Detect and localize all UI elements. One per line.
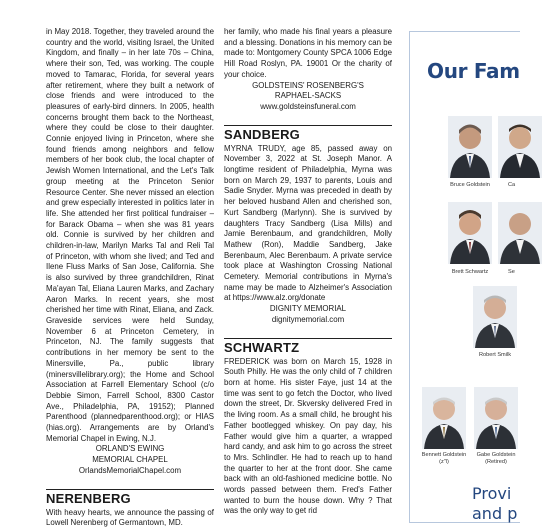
obituary-header-nerenberg xyxy=(46,489,214,506)
portrait-photo-icon xyxy=(498,116,542,178)
portrait-photo-icon xyxy=(498,202,542,264)
portrait-photo-icon xyxy=(474,387,518,449)
obituary-continuation-text: in May 2018. Together, they traveled around the country and the world, visiting Israel, the United Kingdom, and finally – in her late 70s – China, where their son, Ted, was working. The couple moved to Tamarac, Florida, for several years after retirement, where they built a network of close friends and were introduced to the pleasures of early-bird dinners. In 2005, health concerns brought them back to the Northeast, where they could be close to their daughter. Connie enjoyed living in Princeton, where she found friends among neighbors and fellow members of her book club, the local chapter of Jewish Women International, and the Let's Talk group meeting at the Princeton Senior Resource Center. She never missed an election and grew especially interested in politics later in life. She attended her first political fundraiser – for Barack Obama – when she was 81 years old. Connie is survived by her children and children-in-law, Marilyn Marks Tal and Reli Tal of Princeton, with whom she lived; and Ted and Ilene Fluss Marks of San Jose, California. She is also survived by three grandchildren, Rinat Ma'ayan Tal, Eliana Lauren Marks, and Zachary Aaron Marks. In recent years, she most cherished her time with Rinat, Eliana, and Zack. Graveside services were held Sunday, November 6 at Princeton Cemetery, in Princeton, NJ. The family suggests that contributions in her memory be sent to the Minersville, Pa., public library (minersvillelibrary.org); the Home and School Association at Farrell Elementary School (c/o Debbie Simon, Farrell School, 8300 Castor Ave., Philadelphia, PA, 19152); Planned Parenthood (plannedparenthood.org); or HIAS (hias.org). Arrangements are by Orland's Memorial Chapel in Ewing, N.J. xyxy=(46,27,214,443)
portrait-caption: Brett Schwartz xyxy=(451,269,489,275)
funeral-home-credit xyxy=(46,444,214,476)
portrait-caption: Ca xyxy=(508,182,516,188)
obituary-column-middle xyxy=(224,27,392,517)
credit-link[interactable]: OrlandsMemorialChapel.com xyxy=(78,465,182,475)
obituary-surname: SANDBERG xyxy=(224,126,300,142)
credit-link[interactable]: dignitymemorial.com xyxy=(271,314,345,324)
obituary-text: FREDERICK was born on March 15, 1928 in South Philly. He was the only child of 7 children born at home. His sister Faye, just 14 at the time was sent to go fetch the Doctor, who lived down the street, Dr. Skversky delivered Fred in the living room. As a small child, he brought his Father bootlegged whiskey. On pay day, his Father would give him a quarter, a wrapped hard candy, and ask him to go across the street to Mrs. Schlindler. He had to reach up to hand the quarter to her at the front door. She came back with an old-fashioned medicine bottle. No words passed between them. Fred's Father wanted to burn the house down. Why ? That was the only way to get rid xyxy=(224,356,392,516)
portrait-photo-icon xyxy=(422,387,466,449)
portrait-caption: Robert Smilk xyxy=(478,352,512,358)
ad-tagline: Provi and p xyxy=(472,484,518,523)
credit-line: RAPHAEL-SACKS xyxy=(274,91,342,101)
obituary-column-left xyxy=(46,27,214,529)
credit-line: MEMORIAL CHAPEL xyxy=(92,455,168,465)
portrait-caption: Se xyxy=(508,269,515,275)
credit-line: ORLAND'S EWING xyxy=(95,444,165,454)
credit-link[interactable]: www.goldsteinsfuneral.com xyxy=(260,101,356,111)
divider xyxy=(224,125,392,126)
credit-line: GOLDSTEINS' ROSENBERG'S xyxy=(252,80,364,90)
obituary-header-sandberg xyxy=(224,125,392,142)
portrait-caption: Bennett Goldstein (z"l) xyxy=(421,452,467,465)
portrait-photo-icon xyxy=(448,116,492,178)
obituary-text: With heavy hearts, we announce the passing of Lowell Nerenberg of Germantown, MD. xyxy=(46,507,214,528)
portrait-caption: Gabe Goldstein (Retired) xyxy=(476,452,516,465)
funeral-home-credit xyxy=(224,304,392,325)
obituary-text: MYRNA TRUDY, age 85, passed away on November 3, 2022 at St. Joseph Manor. A longtime resident of Philadelphia, Myrna was born on March 29, 1937 to parents, Louis and Sadie Snyder. Myrna was preceded in death by her beloved husband Allen and cherished son, Kurt Sandberg (Marlynn). She is survived by daughters Tracy Sandberg (Lisa Mills) and Jamie Berenbaum, and grandchildren, Molly Mathew (Ron), Maddie Sandberg, Jake Berenbaum, Alec Berenbaum. A private service took place at Washington Crossing National Cemetery. Memorial contributions in Myrna's name may be made to Alzheimer's Association at https://www.alz.org/donate xyxy=(224,143,392,303)
obituary-header-schwartz xyxy=(224,338,392,355)
divider xyxy=(224,338,392,339)
divider xyxy=(46,489,214,490)
funeral-home-advertisement[interactable] xyxy=(409,31,520,523)
credit-line: DIGNITY MEMORIAL xyxy=(269,304,347,314)
ad-title: Our Fam xyxy=(427,59,520,83)
portrait-caption: Bruce Goldstein xyxy=(450,182,490,188)
funeral-home-credit xyxy=(224,81,392,113)
portrait-photo-icon xyxy=(448,202,492,264)
obituary-continuation-text: her family, who made his final years a pleasure and a blessing. Donations in his memory can be made to: Montgomery County SPCA 1006 Edge Hill Road Roslyn, PA. 19001 Or the charity of your choice. xyxy=(224,27,392,79)
portrait-photo-icon xyxy=(473,286,517,348)
obituary-surname: NERENBERG xyxy=(46,490,131,506)
obituary-surname: SCHWARTZ xyxy=(224,339,300,355)
